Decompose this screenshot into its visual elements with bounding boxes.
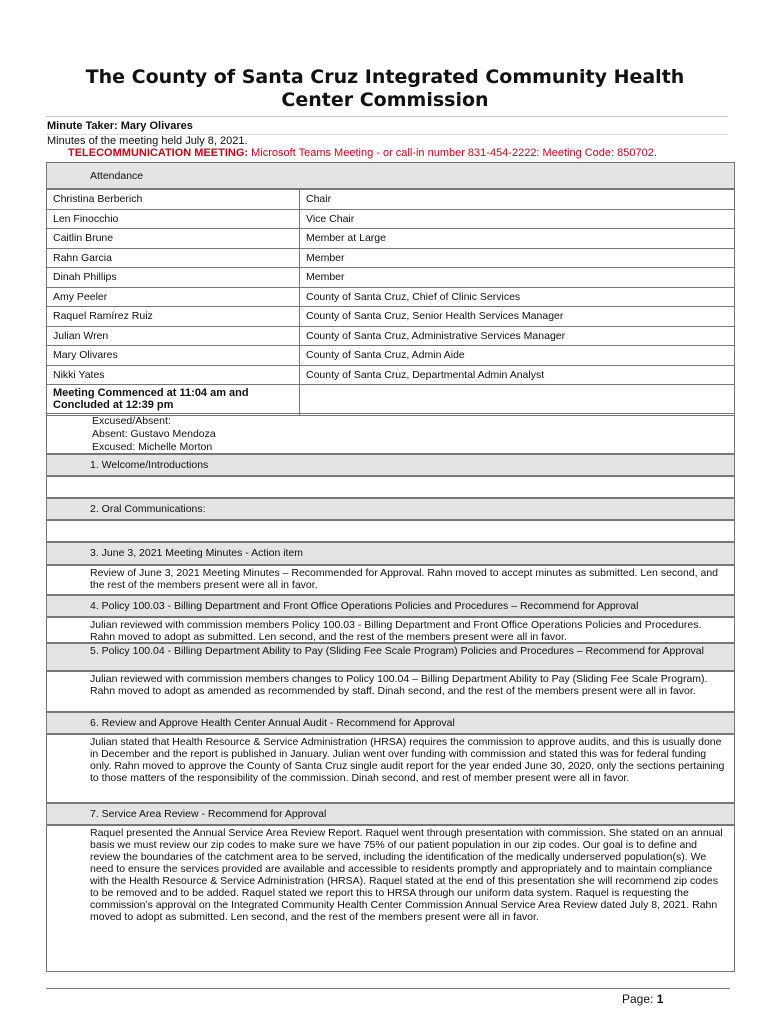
agenda-item-title: 4. Policy 100.03 - Billing Department and Front Office Operations Policies and Procedures – Recommend for Approval [90,600,639,612]
attendee-name: Caitlin Brune [47,229,300,249]
attendee-name: Nikki Yates [47,365,300,385]
agenda-item-title: 6. Review and Approve Health Center Annual Audit - Recommend for Approval [90,717,455,729]
agenda-item-1 [46,454,735,476]
table-row [47,307,735,327]
attendee-role: County of Santa Cruz, Chief of Clinic Services [300,287,735,307]
attendee-role: County of Santa Cruz, Admin Aide [300,346,735,366]
attendee-name: Raquel Ramírez Ruiz [47,307,300,327]
agenda-item-1-notes [46,476,735,498]
attendee-role: Member [300,268,735,288]
agenda-item-title: 3. June 3, 2021 Meeting Minutes - Action item [90,547,304,559]
attendance-header [46,162,735,189]
title-line-1: The County of Santa Cruz Integrated Community Health [85,66,685,88]
attendee-role: Member at Large [300,229,735,249]
agenda-item-7 [46,803,735,825]
telecom-label: TELECOMMUNICATION MEETING: [68,147,249,159]
attendance-table [46,189,735,416]
attendee-role: Vice Chair [300,209,735,229]
telecom-details: Microsoft Teams Meeting - or call-in number 831-454-2222: Meeting Code: 850702. [248,147,657,159]
agenda-item-body: Julian reviewed with commission members Policy 100.03 - Billing Department and Front Office Operations Policies and Procedures. Rahn moved to adopt as submitted. Len second, and the rest of the members present were all in favor. [90,619,702,643]
agenda-item-body: Review of June 3, 2021 Meeting Minutes – Recommended for Approval. Rahn moved to accept minutes as submitted. Len second, and the rest of the members present were all in favor. [90,567,719,591]
table-row [47,268,735,288]
agenda-item-4-notes [46,617,735,643]
attendee-name: Amy Peeler [47,287,300,307]
agenda-item-title: 2. Oral Communications: [90,503,206,515]
agenda-item-7-notes [46,825,735,972]
attendee-name: Christina Berberich [47,190,300,210]
table-row [47,209,735,229]
attendance-title: Attendance [90,170,144,182]
excused-header: Excused/Absent: [92,415,171,427]
page-label: Page: [622,992,657,1006]
agenda-item-3-notes [46,565,735,595]
attendee-role: County of Santa Cruz, Administrative Services Manager [300,326,735,346]
agenda-item-6-notes [46,734,735,803]
agenda-item-body: Raquel presented the Annual Service Area Review Report. Raquel went through presentation with commission. She stated on an annual basis we must review our zip codes to make sure we have 75% of our patient population in our zip codes. Our goal is to define and review the boundaries of the catchment area to be served, including the identification of the medically underserved population(s). We need to ensure the services provided are available and accessible to residents promptly and appropriately and to maintain compliance with the Health Resource & Service Administration (HRSA). Raquel stated at the end of this presentation she will recommend zip codes to be removed and to be added. Raquel stated we report this to HRSA through our uniform data system. Raquel is requesting the commission’s approval on the Integrated Community Health Center Commission Annual Service Area Review dated July 8, 2021. Rahn moved to adopt as submitted. Len second, and the rest of the members present were all in favor. [90,827,723,923]
meeting-commenced: Meeting Commenced at 11:04 am and [53,387,249,399]
page-number-value: 1 [656,992,664,1006]
table-row [47,326,735,346]
agenda-item-5-notes [46,671,735,712]
table-row [47,365,735,385]
agenda-item-2-notes [46,520,735,542]
excused-absent-section [46,413,735,454]
agenda-item-title: 1. Welcome/Introductions [90,459,209,471]
table-row [47,248,735,268]
attendee-name: Rahn Garcia [47,248,300,268]
meeting-time [47,385,300,416]
agenda-item-5 [46,643,735,671]
attendee-role: County of Santa Cruz, Senior Health Services Manager [300,307,735,327]
title-divider [46,116,728,117]
attendee-name: Mary Olivares [47,346,300,366]
excused-list: Excused: Michelle Morton [92,441,213,453]
agenda-item-title: 5. Policy 100.04 - Billing Department Ability to Pay (Sliding Fee Scale Program) Policies and Procedures – Recommend for Approval [90,645,704,657]
table-row [47,190,735,210]
meeting-time-row [47,385,735,416]
attendee-name: Len Finocchio [47,209,300,229]
document-title [40,66,730,112]
meeting-concluded: Concluded at 12:39 pm [53,399,174,411]
agenda-item-body: Julian reviewed with commission members changes to Policy 100.04 – Billing Department Ability to Pay (Sliding Fee Scale Program). Rahn moved to adopt as amended as recommended by staff. Dinah second, and the rest of the members present were all in favor. [90,673,708,697]
table-row [47,346,735,366]
minute-taker: Minute Taker: Mary Olivares [47,120,193,132]
agenda-item-3 [46,542,735,565]
footer-divider [46,988,730,989]
attendee-role: Chair [300,190,735,210]
telecom-line [68,147,657,159]
attendee-name: Dinah Phillips [47,268,300,288]
attendee-role: Member [300,248,735,268]
meeting-held-date: Minutes of the meeting held July 8, 2021. [47,135,248,147]
absent-list: Absent: Gustavo Mendoza [92,428,216,440]
attendee-name: Julian Wren [47,326,300,346]
agenda-item-2 [46,498,735,520]
title-line-2: Center Commission [281,89,489,111]
agenda-item-title: 7. Service Area Review - Recommend for Approval [90,808,327,820]
agenda-item-6 [46,712,735,734]
meeting-time-empty [300,385,735,416]
page-number [622,992,663,1006]
agenda-item-body: Julian stated that Health Resource & Service Administration (HRSA) requires the commission to approve audits, and this is usually done in December and the report is published in January. Julian went over funding with commission and stated this was for federal funding only. Rahn moved to approve the County of Santa Cruz single audit report for the year ended June 30, 2020, only the sections pertaining to those matters of the responsibility of the commission. Dinah second, and rest of member present were all in favor. [90,736,725,784]
table-row [47,229,735,249]
agenda-item-4 [46,595,735,617]
attendee-role: County of Santa Cruz, Departmental Admin Analyst [300,365,735,385]
table-row [47,287,735,307]
